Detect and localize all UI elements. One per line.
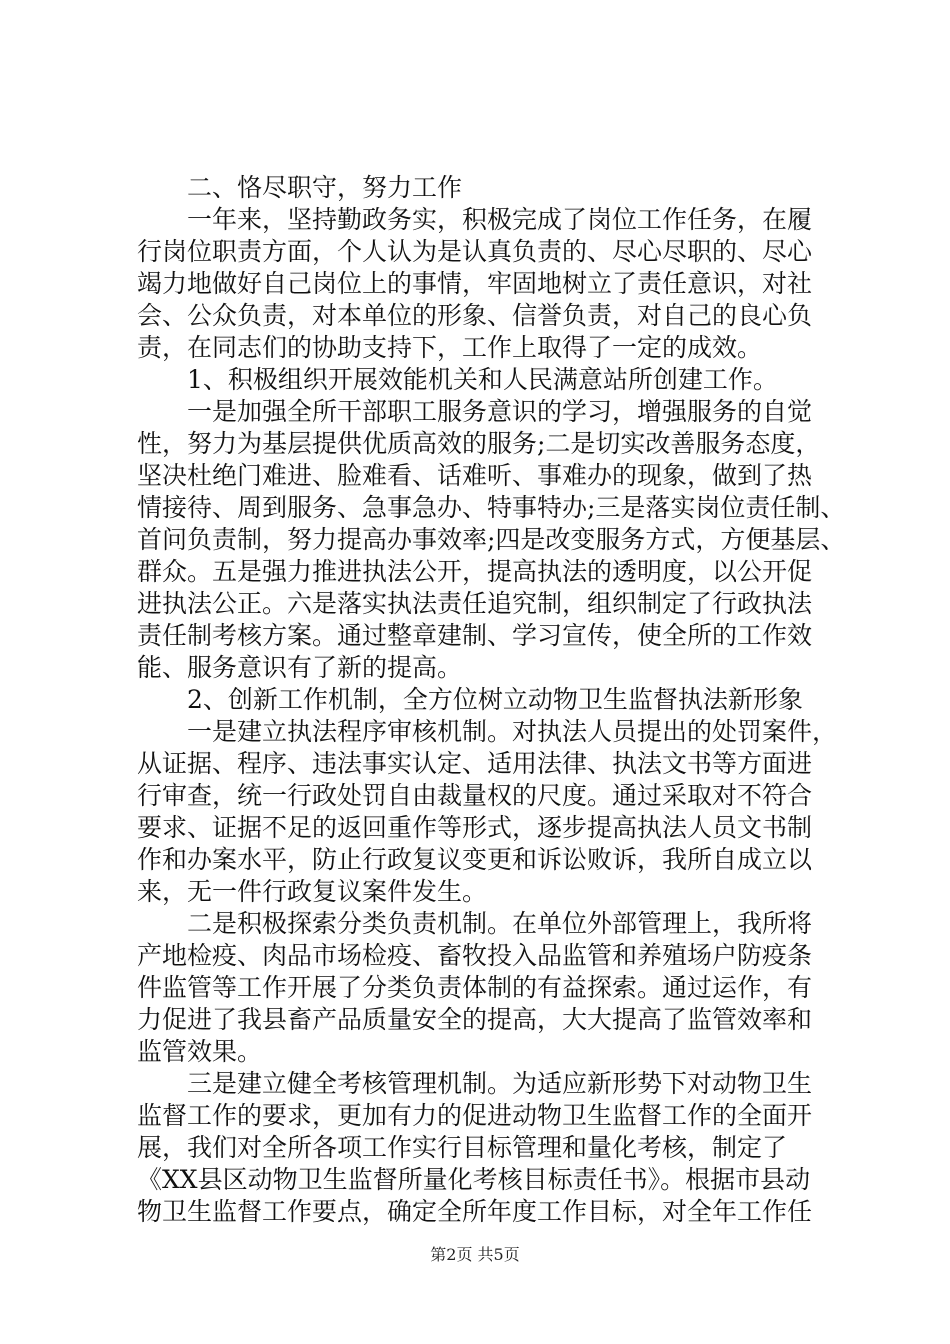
paragraph-line: 群众。五是强力推进执法公开，提高执法的透明度，以公开促	[137, 557, 813, 586]
paragraph-line: 物卫生监督工作要点，确定全所年度工作目标，对全年工作任	[137, 1197, 813, 1226]
paragraph-line: 责，在同志们的协助支持下，工作上取得了一定的成效。	[137, 333, 763, 362]
paragraph-line: 监管效果。	[137, 1037, 263, 1066]
paragraph-line: 进执法公正。六是落实执法责任追究制，组织制定了行政执法	[137, 589, 813, 618]
paragraph-line: 坚决杜绝门难进、脸难看、话难听、事难办的现象，做到了热	[137, 461, 813, 490]
paragraph-line: 来，无一件行政复议案件发生。	[137, 877, 488, 906]
subsection-heading: 1、积极组织开展效能机关和人民满意站所创建工作。	[187, 365, 778, 394]
paragraph-line: 一是加强全所干部职工服务意识的学习，增强服务的自觉	[187, 397, 813, 426]
paragraph-line: 情接待、周到服务、急事急办、特事特办;三是落实岗位责任制、	[137, 493, 846, 522]
paragraph-line: 性，努力为基层提供优质高效的服务;二是切实改善服务态度，	[137, 429, 821, 458]
paragraph-line: 会、公众负责，对本单位的形象、信誉负责，对自己的良心负	[137, 301, 813, 330]
section-heading: 二、恪尽职守，努力工作	[187, 173, 463, 202]
paragraph-line: 件监管等工作开展了分类负责体制的有益探索。通过运作，有	[137, 973, 813, 1002]
paragraph-line: 三是建立健全考核管理机制。为适应新形势下对动物卫生	[187, 1069, 813, 1098]
paragraph-line: 能、服务意识有了新的提高。	[137, 653, 463, 682]
paragraph-line: 行审查，统一行政处罚自由裁量权的尺度。通过采取对不符合	[137, 781, 813, 810]
paragraph-line: 监督工作的要求，更加有力的促进动物卫生监督工作的全面开	[137, 1101, 813, 1130]
paragraph-line: 一年来，坚持勤政务实，积极完成了岗位工作任务，在履	[187, 205, 813, 234]
paragraph-line: 一是建立执法程序审核机制。对执法人员提出的处罚案件，	[187, 717, 838, 746]
paragraph-line: 竭力地做好自己岗位上的事情，牢固地树立了责任意识，对社	[137, 269, 813, 298]
paragraph-line: 从证据、程序、违法事实认定、适用法律、执法文书等方面进	[137, 749, 813, 778]
subsection-heading: 2、创新工作机制，全方位树立动物卫生监督执法新形象	[187, 685, 803, 714]
paragraph-line: 展，我们对全所各项工作实行目标管理和量化考核，制定了	[137, 1133, 788, 1162]
paragraph-line: 力促进了我县畜产品质量安全的提高，大大提高了监管效率和	[137, 1005, 813, 1034]
paragraph-line: 《XX县区动物卫生监督所量化考核目标责任书》。根据市县动	[137, 1165, 811, 1194]
paragraph-line: 作和办案水平，防止行政复议变更和诉讼败诉，我所自成立以	[137, 845, 813, 874]
paragraph-line: 要求、证据不足的返回重作等形式，逐步提高执法人员文书制	[137, 813, 813, 842]
paragraph-line: 二是积极探索分类负责机制。在单位外部管理上，我所将	[187, 909, 813, 938]
document-body	[137, 172, 846, 1228]
paragraph-line: 责任制考核方案。通过整章建制、学习宣传，使全所的工作效	[137, 621, 813, 650]
paragraph-line: 首问负责制，努力提高办事效率;四是改变服务方式，方便基层、	[137, 525, 846, 554]
page-number-footer: 第2页 共5页	[430, 1245, 520, 1264]
paragraph-line: 行岗位职责方面，个人认为是认真负责的、尽心尽职的、尽心	[137, 237, 813, 266]
paragraph-line: 产地检疫、肉品市场检疫、畜牧投入品监管和养殖场户防疫条	[137, 941, 813, 970]
